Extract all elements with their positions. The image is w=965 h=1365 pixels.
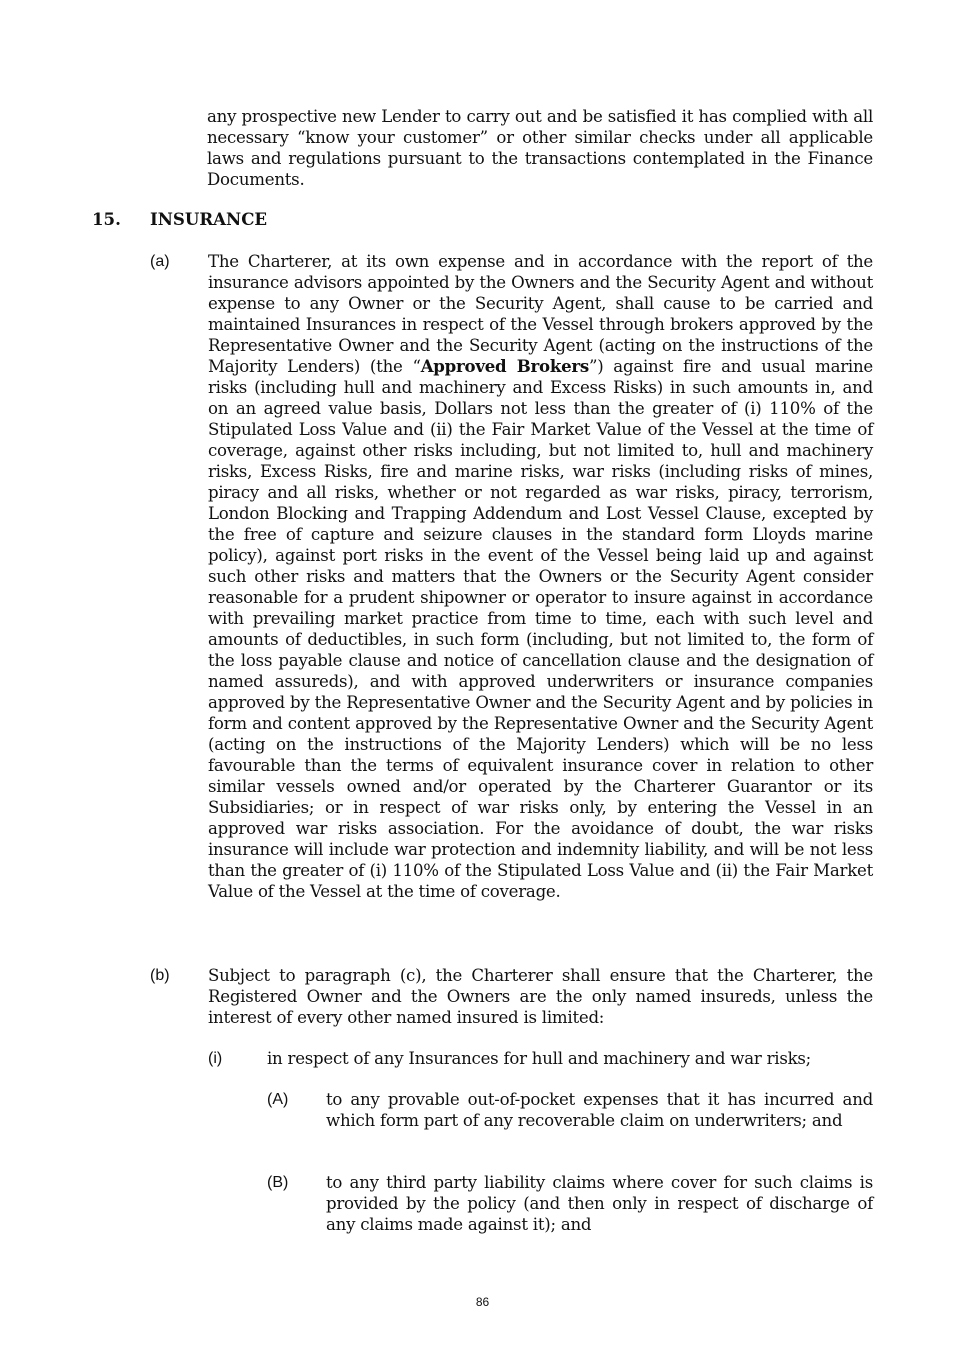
paragraph-a-text <box>208 251 873 902</box>
subparagraph-B-text: to any third party liability claims where cover for such claims is provided by the policy (and then only in respect of discharge of any claims made against it); and <box>326 1173 873 1234</box>
page-number: 86 <box>475 1295 490 1309</box>
section-title: INSURANCE <box>150 209 268 229</box>
intro-paragraph: any prospective new Lender to carry out and be satisfied it has complied with all necessary “know your customer” or other similar checks under all applicable laws and regulations pursuant to the transactions contemplated in the Finance Documents. <box>207 107 873 189</box>
paragraph-b-label: (b) <box>150 967 170 984</box>
subparagraph-i-label: (i) <box>208 1050 223 1067</box>
paragraph-a-text-before: The Charterer, at its own expense and in accordance with the report of the insurance advisors appointed by the Owners and the Security Agent and without expense to any Owner or the Security Agent, shall cause to be carried and maintained Insurances in respect of the Vessel through brokers approved by the Representative Owner and the Security Agent (acting on the instructions of the Majority Lenders) (the “ <box>208 252 873 376</box>
paragraph-a-label: (a) <box>150 253 170 270</box>
paragraph-a-text-after: ”) against fire and usual marine risks (including hull and machinery and Excess Risks) in such amounts in, and on an agreed value basis, Dollars not less than the greater of (i) 110% of the Stipulated Loss Value and (ii) the Fair Market Value of the Vessel at the time of coverage, against other risks including, but not limited to, hull and machinery risks, Excess Risks, fire and marine risks, war risks (including risks of mines, piracy and all risks, whether or not regarded as war risks, piracy, terrorism, London Blocking and Trapping Addendum and Lost Vessel Clause, excepted by the free of capture and seizure clauses in the standard form Lloyds marine policy), against port risks in the event of the Vessel being laid up and against such other risks and matters that the Owners or the Security Agent consider reasonable for a prudent shipowner or operator to insure against in accordance with prevailing market practice from time to time, each with such level and amounts of deductibles, in such form (including, but not limited to, the form of the loss payable clause and notice of cancellation clause and the designation of named assureds), and with approved underwriters or insurance companies approved by the Representative Owner and the Security Agent and by policies in form and content approved by the Representative Owner and the Security Agent (acting on the instructions of the Majority Lenders) which will be no less favourable than the terms of equivalent insurance cover in relation to other similar vessels owned and/or operated by the Charterer Guarantor or its Subsidiaries; or in respect of war risks only, by entering the Vessel in an approved war risks association. For the avoidance of doubt, the war risks insurance will include war protection and indemnity liability, and will be not less than the greater of (i) 110% of the Stipulated Loss Value and (ii) the Fair Market Value of the Vessel at the time of coverage. <box>208 357 873 901</box>
approved-brokers-term: Approved Brokers <box>420 356 589 376</box>
paragraph-b-text: Subject to paragraph (c), the Charterer shall ensure that the Charterer, the Registered Owner and the Owners are the only named insureds, unless the interest of every other named insured is limited: <box>208 966 873 1027</box>
subparagraph-A-text: to any provable out-of-pocket expenses that it has incurred and which form part of any recoverable claim on underwriters; and <box>326 1090 873 1130</box>
subparagraph-i-text: in respect of any Insurances for hull and machinery and war risks; <box>267 1049 811 1068</box>
section-number: 15. <box>92 209 121 229</box>
subparagraph-A-label: (A) <box>267 1091 289 1108</box>
subparagraph-B-label: (B) <box>267 1174 289 1191</box>
